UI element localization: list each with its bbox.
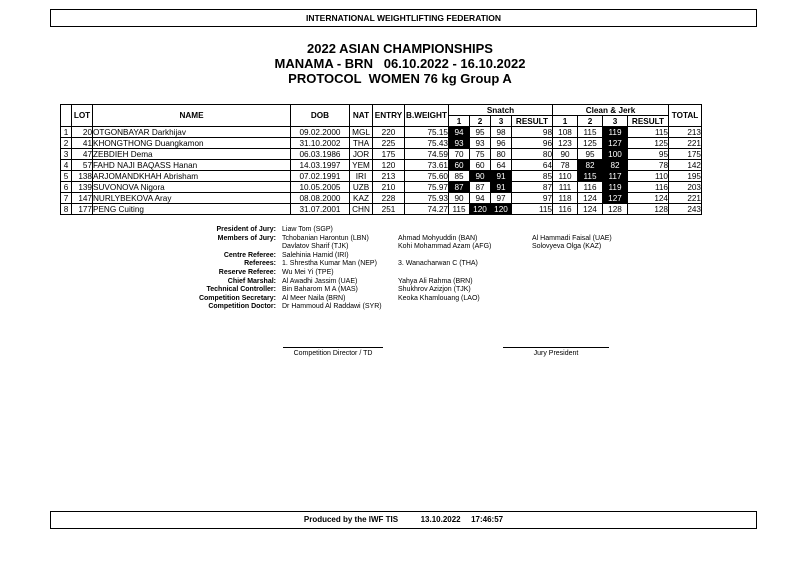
bodyweight-cell: 75.93 xyxy=(405,193,449,204)
entry-total-cell: 220 xyxy=(373,127,405,138)
rank-header xyxy=(61,105,72,127)
total-cell: 175 xyxy=(669,149,702,160)
lot-cell: 147 xyxy=(72,193,93,204)
snatch-attempt-3-cell: 91 xyxy=(491,182,512,193)
cj-attempt-3-cell: 127 xyxy=(603,193,628,204)
lot-cell: 20 xyxy=(72,127,93,138)
snatch-attempt-1-cell: 90 xyxy=(449,193,470,204)
snatch-attempt-3-cell: 96 xyxy=(491,138,512,149)
table-row xyxy=(61,204,702,215)
cj-attempt-1-cell: 111 xyxy=(553,182,578,193)
snatch-attempt-3-cell: 97 xyxy=(491,193,512,204)
venue-dates: MANAMA - BRN 06.10.2022 - 16.10.2022 xyxy=(274,56,526,71)
dob-cell: 10.05.2005 xyxy=(291,182,350,193)
official-role: Competition Doctor: xyxy=(208,303,276,311)
official-row xyxy=(0,252,800,261)
entry-total-cell: 213 xyxy=(373,171,405,182)
entry-total-cell: 210 xyxy=(373,182,405,193)
rank-cell: 7 xyxy=(61,193,72,204)
cj-attempt-3-cell: 119 xyxy=(603,182,628,193)
federation-header xyxy=(50,9,757,27)
cj-result-cell: 128 xyxy=(628,204,669,215)
jury-president-signature xyxy=(503,347,609,357)
snatch-attempt-1-cell: 85 xyxy=(449,171,470,182)
official-row xyxy=(0,286,800,295)
cj-attempt-2-cell: 95 xyxy=(578,149,603,160)
snatch-header: Snatch xyxy=(449,105,553,116)
cj-result-cell: 95 xyxy=(628,149,669,160)
official-row xyxy=(0,226,800,235)
table-row xyxy=(61,171,702,182)
official-name: Liaw Tom (SGP) xyxy=(282,226,333,233)
rank-cell: 8 xyxy=(61,204,72,215)
cj-attempt-3-cell: 128 xyxy=(603,204,628,215)
cj-result-cell: 125 xyxy=(628,138,669,149)
bodyweight-cell: 75.15 xyxy=(405,127,449,138)
snatch-attempt-3-cell: 64 xyxy=(491,160,512,171)
snatch-result-cell: 80 xyxy=(512,149,553,160)
snatch-attempt-2-cell: 60 xyxy=(470,160,491,171)
lot-cell: 177 xyxy=(72,204,93,215)
entry-total-cell: 175 xyxy=(373,149,405,160)
bodyweight-cell: 74.27 xyxy=(405,204,449,215)
official-role: Centre Referee: xyxy=(223,251,276,259)
official-row xyxy=(0,269,800,278)
snatch-attempt-2-cell: 90 xyxy=(470,171,491,182)
official-name: Al Awadhi Jassim (UAE) xyxy=(282,277,358,285)
dob-cell: 08.08.2000 xyxy=(291,193,350,204)
cj-attempt-1-cell: 110 xyxy=(553,171,578,182)
snatch-result-header: RESULT xyxy=(512,116,553,127)
athlete-name-cell: ARJOMANDKHAH Abrisham xyxy=(93,171,291,182)
dob-cell: 07.02.1991 xyxy=(291,171,350,182)
snatch-result-cell: 64 xyxy=(512,160,553,171)
table-row xyxy=(61,182,702,193)
official-name: Salehinia Hamid (IRI) xyxy=(282,251,349,259)
cj-attempt-3-cell: 119 xyxy=(603,127,628,138)
cj-attempt-2-cell: 115 xyxy=(578,127,603,138)
cj-attempt-2-header: 2 xyxy=(578,116,603,127)
official-role: Competition Secretary: xyxy=(198,294,276,302)
results-table xyxy=(60,104,702,215)
produced-by: Produced by the IWF TIS xyxy=(303,515,399,524)
snatch-attempt-2-cell: 120 xyxy=(470,204,491,215)
nat-header: NAT xyxy=(350,105,373,127)
official-name: Keoka Khamlouang (LAO) xyxy=(398,294,480,302)
lot-header: LOT xyxy=(72,105,93,127)
lot-cell: 138 xyxy=(72,171,93,182)
table-row xyxy=(61,127,702,138)
official-row xyxy=(0,295,800,304)
official-name: Ahmad Mohyuddin (BAN) xyxy=(398,234,478,242)
snatch-attempt-3-header: 3 xyxy=(491,116,512,127)
director-signature xyxy=(283,347,383,357)
rank-cell: 6 xyxy=(61,182,72,193)
director-signature-label: Competition Director / TD xyxy=(293,350,373,357)
table-row xyxy=(61,193,702,204)
official-name: Tchobanian Harontun (LBN) xyxy=(282,234,369,242)
rank-cell: 1 xyxy=(61,127,72,138)
cj-attempt-2-cell: 82 xyxy=(578,160,603,171)
nation-cell: KAZ xyxy=(350,193,373,204)
bodyweight-cell: 75.97 xyxy=(405,182,449,193)
athlete-name-cell: KHONGTHONG Duangkamon xyxy=(93,138,291,149)
rank-cell: 5 xyxy=(61,171,72,182)
cj-attempt-1-cell: 118 xyxy=(553,193,578,204)
official-name: Al Meer Naila (BRN) xyxy=(282,294,346,302)
official-name: Solovyeva Olga (KAZ) xyxy=(532,243,602,251)
table-row xyxy=(61,138,702,149)
dob-cell: 06.03.1986 xyxy=(291,149,350,160)
snatch-result-cell: 85 xyxy=(512,171,553,182)
cj-result-header: RESULT xyxy=(628,116,669,127)
official-row xyxy=(0,235,800,244)
total-cell: 221 xyxy=(669,138,702,149)
snatch-attempt-1-cell: 60 xyxy=(449,160,470,171)
dob-cell: 31.10.2002 xyxy=(291,138,350,149)
athlete-name-cell: SUVONOVA Nigora xyxy=(93,182,291,193)
athlete-name-cell: PENG Cuiting xyxy=(93,204,291,215)
cj-attempt-3-cell: 117 xyxy=(603,171,628,182)
snatch-attempt-3-cell: 98 xyxy=(491,127,512,138)
snatch-attempt-1-cell: 87 xyxy=(449,182,470,193)
official-role: Reserve Referee: xyxy=(218,268,276,276)
official-role: Referees: xyxy=(244,260,276,268)
entry-total-cell: 228 xyxy=(373,193,405,204)
cj-result-cell: 124 xyxy=(628,193,669,204)
table-row xyxy=(61,160,702,171)
rank-cell: 2 xyxy=(61,138,72,149)
officials-list xyxy=(0,226,800,312)
official-row xyxy=(0,278,800,287)
snatch-attempt-3-cell: 91 xyxy=(491,171,512,182)
entry-header: ENTRY xyxy=(373,105,405,127)
snatch-attempt-2-cell: 95 xyxy=(470,127,491,138)
nation-cell: JOR xyxy=(350,149,373,160)
cj-result-cell: 78 xyxy=(628,160,669,171)
official-role: Members of Jury: xyxy=(217,234,276,242)
bodyweight-cell: 74.59 xyxy=(405,149,449,160)
official-name: Bin Baharom M A (MAS) xyxy=(282,286,358,294)
entry-total-cell: 251 xyxy=(373,204,405,215)
cj-attempt-1-cell: 123 xyxy=(553,138,578,149)
bodyweight-cell: 75.60 xyxy=(405,171,449,182)
rank-cell: 3 xyxy=(61,149,72,160)
official-name: Wu Mei Yi (TPE) xyxy=(282,268,334,276)
cj-attempt-2-cell: 116 xyxy=(578,182,603,193)
nation-cell: IRI xyxy=(350,171,373,182)
cj-attempt-3-cell: 82 xyxy=(603,160,628,171)
snatch-result-cell: 97 xyxy=(512,193,553,204)
rank-cell: 4 xyxy=(61,160,72,171)
dob-cell: 09.02.2000 xyxy=(291,127,350,138)
total-cell: 213 xyxy=(669,127,702,138)
dob-header: DOB xyxy=(291,105,350,127)
athlete-name-cell: OTGONBAYAR Darkhijav xyxy=(93,127,291,138)
snatch-attempt-3-cell: 80 xyxy=(491,149,512,160)
footer xyxy=(50,511,757,529)
official-row xyxy=(0,243,800,252)
cj-attempt-3-header: 3 xyxy=(603,116,628,127)
bodyweight-header: B.WEIGHT xyxy=(405,105,449,127)
cj-result-cell: 116 xyxy=(628,182,669,193)
cj-attempt-1-cell: 90 xyxy=(553,149,578,160)
cj-attempt-1-cell: 116 xyxy=(553,204,578,215)
snatch-result-cell: 115 xyxy=(512,204,553,215)
cj-attempt-1-cell: 108 xyxy=(553,127,578,138)
snatch-result-cell: 98 xyxy=(512,127,553,138)
official-role: President of Jury: xyxy=(216,226,276,233)
table-row xyxy=(61,149,702,160)
entry-total-cell: 225 xyxy=(373,138,405,149)
official-name: Al Hammadi Faisal (UAE) xyxy=(532,234,612,242)
cj-attempt-2-cell: 125 xyxy=(578,138,603,149)
snatch-attempt-1-cell: 70 xyxy=(449,149,470,160)
nation-cell: CHN xyxy=(350,204,373,215)
bodyweight-cell: 75.43 xyxy=(405,138,449,149)
total-cell: 221 xyxy=(669,193,702,204)
cj-attempt-3-cell: 100 xyxy=(603,149,628,160)
total-cell: 243 xyxy=(669,204,702,215)
lot-cell: 57 xyxy=(72,160,93,171)
snatch-attempt-1-cell: 115 xyxy=(449,204,470,215)
lot-cell: 41 xyxy=(72,138,93,149)
federation-name: INTERNATIONAL WEIGHTLIFTING FEDERATION xyxy=(305,13,501,23)
official-name: Kohi Mohammad Azam (AFG) xyxy=(398,243,492,251)
jury-president-signature-label: Jury President xyxy=(533,350,579,357)
produced-time: 17:46:57 xyxy=(471,515,504,524)
snatch-attempt-1-header: 1 xyxy=(449,116,470,127)
nation-cell: MGL xyxy=(350,127,373,138)
official-role: Technical Controller: xyxy=(206,286,276,294)
produced-date: 13.10.2022 xyxy=(420,515,461,524)
snatch-result-cell: 96 xyxy=(512,138,553,149)
athlete-name-cell: ZEBDIEH Dema xyxy=(93,149,291,160)
official-name: 3. Wanacharwan C (THA) xyxy=(398,260,478,268)
snatch-attempt-2-cell: 87 xyxy=(470,182,491,193)
cj-result-cell: 115 xyxy=(628,127,669,138)
bodyweight-cell: 73.61 xyxy=(405,160,449,171)
cj-attempt-2-cell: 124 xyxy=(578,204,603,215)
protocol-title: PROTOCOL WOMEN 76 kg Group A xyxy=(288,71,512,86)
dob-cell: 14.03.1997 xyxy=(291,160,350,171)
athlete-name-cell: NURLYBEKOVA Aray xyxy=(93,193,291,204)
nation-cell: UZB xyxy=(350,182,373,193)
entry-total-cell: 120 xyxy=(373,160,405,171)
snatch-attempt-2-cell: 94 xyxy=(470,193,491,204)
snatch-attempt-3-cell: 120 xyxy=(491,204,512,215)
official-name: 1. Shrestha Kumar Man (NEP) xyxy=(282,260,377,268)
snatch-result-cell: 87 xyxy=(512,182,553,193)
nation-cell: YEM xyxy=(350,160,373,171)
cj-attempt-2-cell: 115 xyxy=(578,171,603,182)
official-role: Chief Marshal: xyxy=(227,277,276,285)
total-cell: 203 xyxy=(669,182,702,193)
championship-title: 2022 ASIAN CHAMPIONSHIPS xyxy=(307,41,493,56)
official-row xyxy=(0,303,800,312)
official-name: Yahya Ali Rahma (BRN) xyxy=(398,277,473,285)
cj-result-cell: 110 xyxy=(628,171,669,182)
snatch-attempt-1-cell: 93 xyxy=(449,138,470,149)
total-header: TOTAL xyxy=(669,105,702,127)
lot-cell: 47 xyxy=(72,149,93,160)
official-name: Dr Hammoud Al Raddawi (SYR) xyxy=(282,303,382,311)
official-row xyxy=(0,260,800,269)
clean-jerk-header: Clean & Jerk xyxy=(553,105,669,116)
cj-attempt-2-cell: 124 xyxy=(578,193,603,204)
dob-cell: 31.07.2001 xyxy=(291,204,350,215)
cj-attempt-1-cell: 78 xyxy=(553,160,578,171)
snatch-attempt-1-cell: 94 xyxy=(449,127,470,138)
total-cell: 142 xyxy=(669,160,702,171)
athlete-name-cell: FAHD NAJI BAQASS Hanan xyxy=(93,160,291,171)
cj-attempt-1-header: 1 xyxy=(553,116,578,127)
snatch-attempt-2-cell: 93 xyxy=(470,138,491,149)
official-name: Davlatov Sharif (TJK) xyxy=(282,243,349,251)
snatch-attempt-2-header: 2 xyxy=(470,116,491,127)
name-header: NAME xyxy=(93,105,291,127)
snatch-attempt-2-cell: 75 xyxy=(470,149,491,160)
cj-attempt-3-cell: 127 xyxy=(603,138,628,149)
official-name: Shukhrov Azizjon (TJK) xyxy=(398,286,471,294)
total-cell: 195 xyxy=(669,171,702,182)
nation-cell: THA xyxy=(350,138,373,149)
lot-cell: 139 xyxy=(72,182,93,193)
